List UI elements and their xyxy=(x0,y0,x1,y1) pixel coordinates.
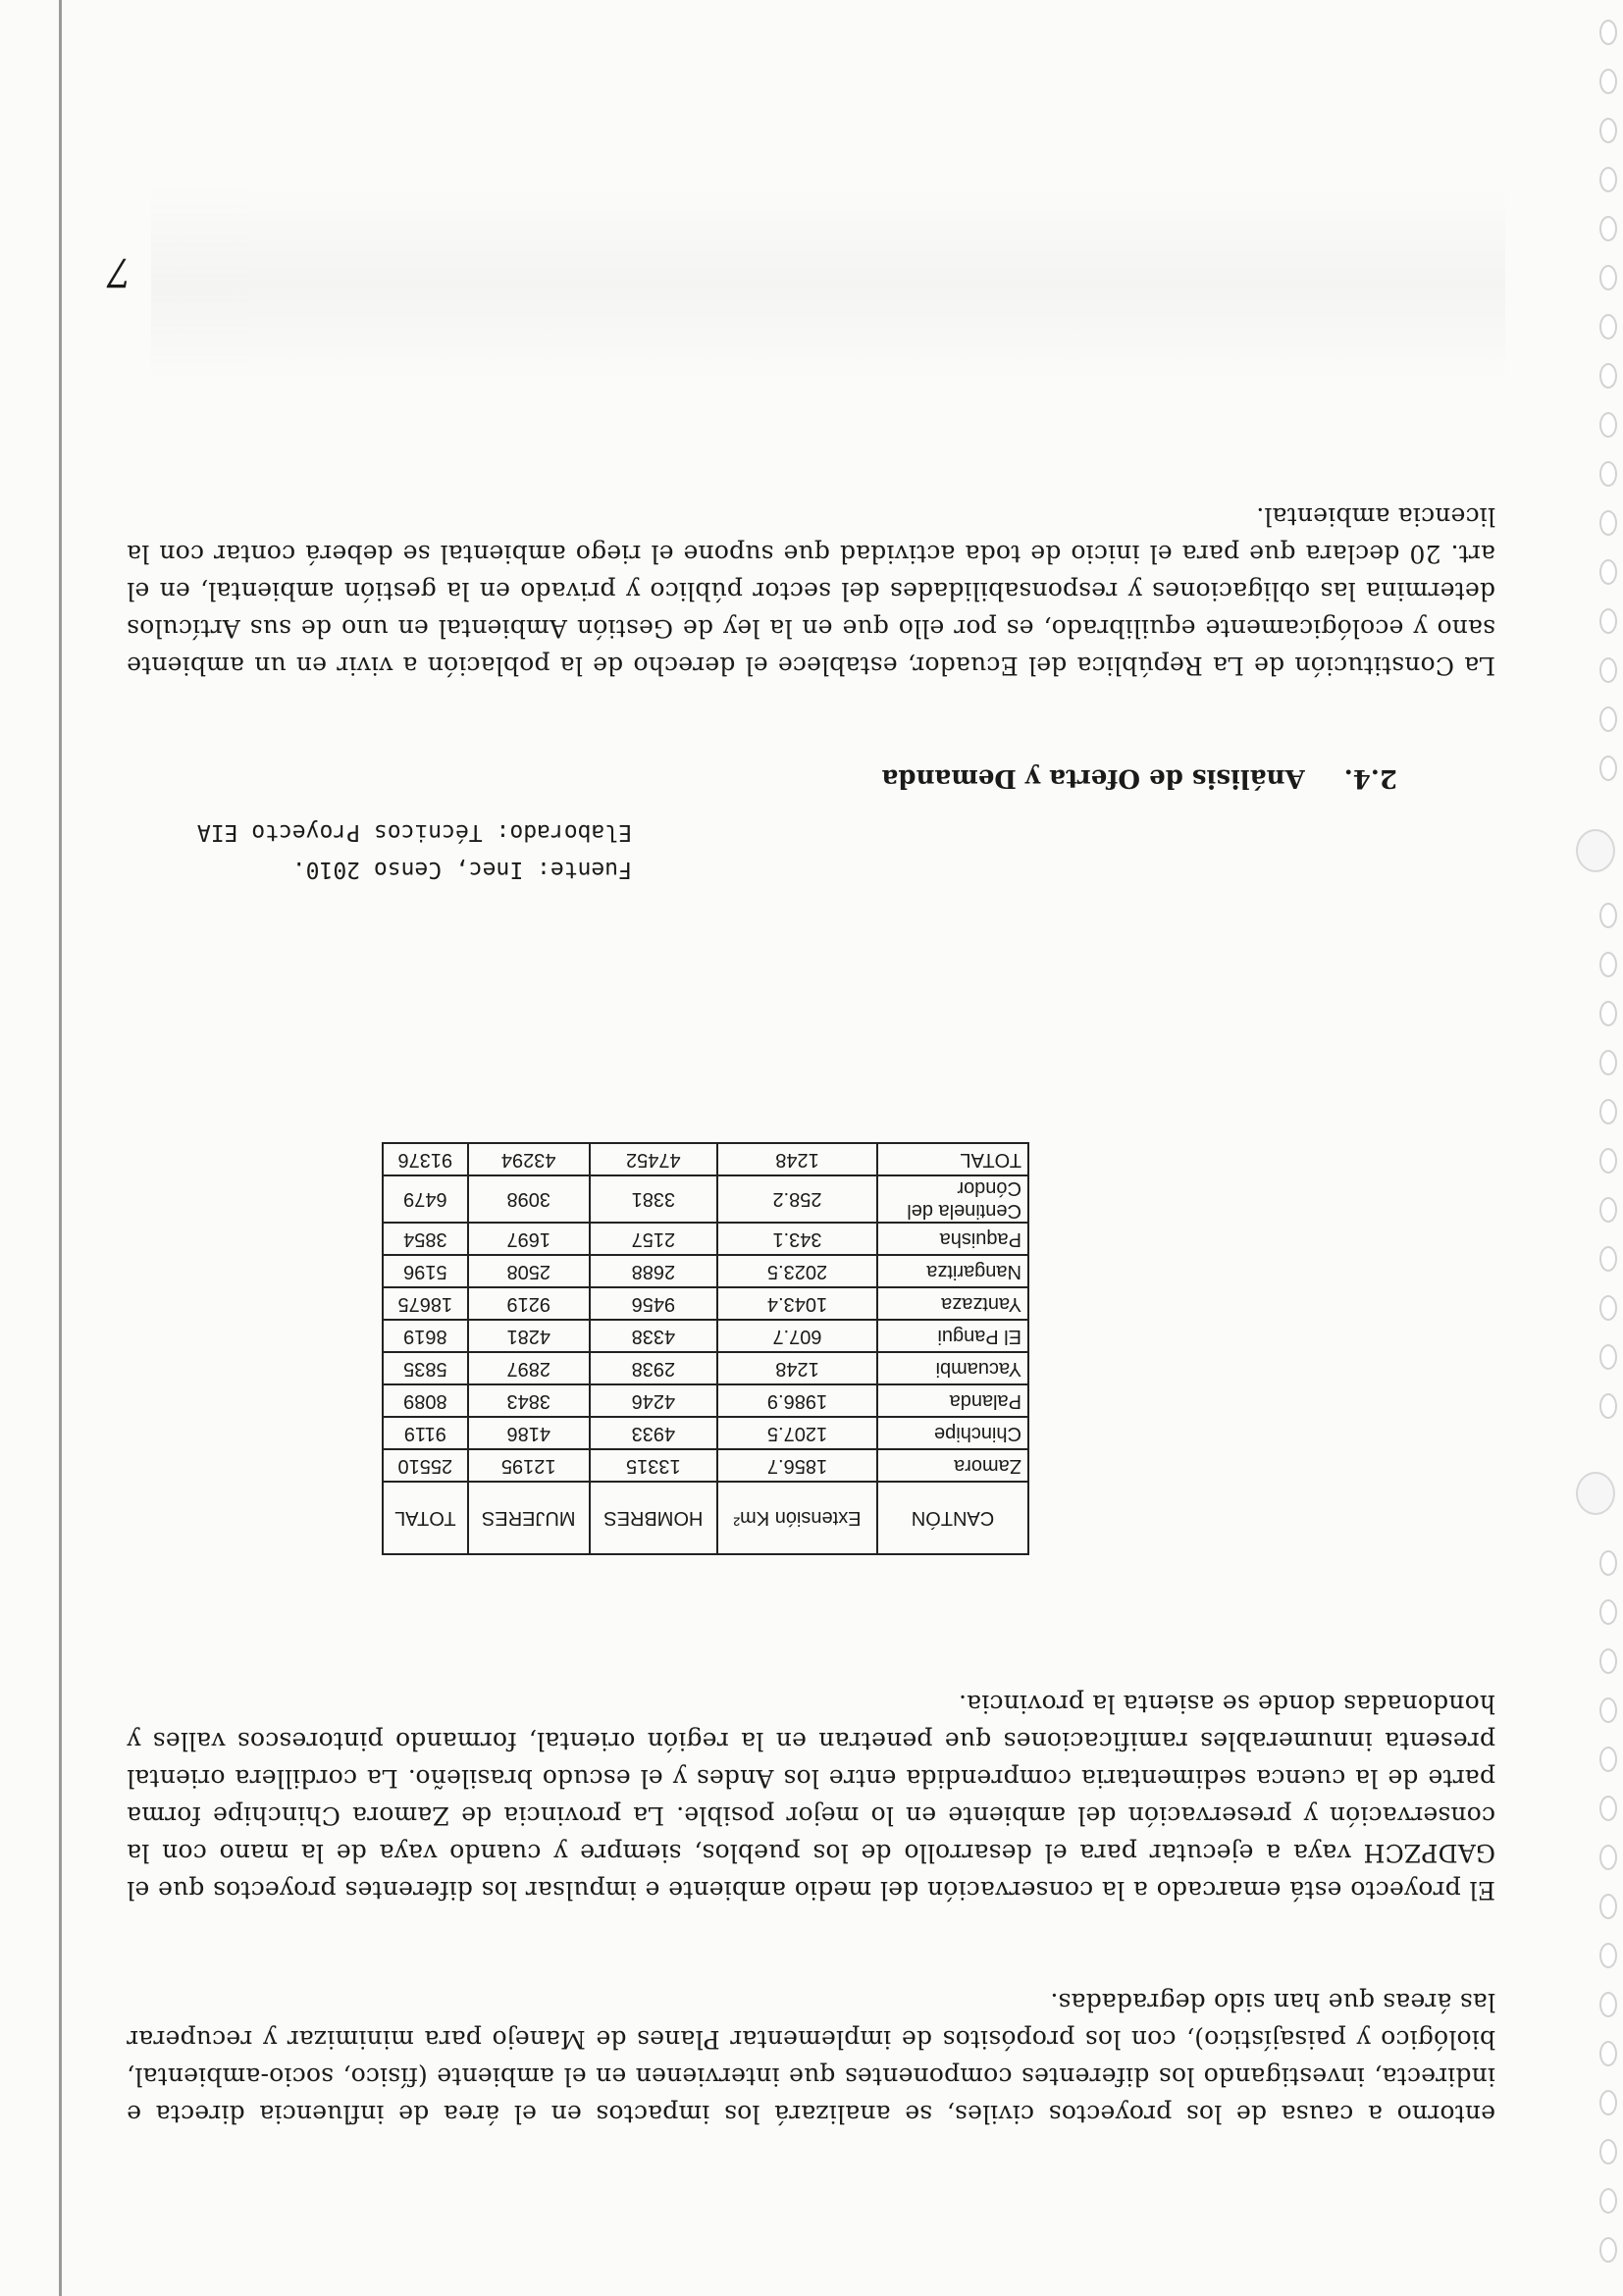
cell-canton: El Pangui xyxy=(877,1320,1028,1352)
cell-canton: Yacuambi xyxy=(877,1352,1028,1384)
cell-women: 1697 xyxy=(468,1223,590,1255)
header-men: HOMBRES xyxy=(590,1482,717,1554)
cell-men: 3381 xyxy=(590,1175,717,1223)
table-row xyxy=(383,1287,1028,1320)
cell-women: 3843 xyxy=(468,1384,590,1417)
section-number: 2.4. xyxy=(1343,763,1397,793)
table-row xyxy=(383,1352,1028,1384)
cell-extension: 1986.9 xyxy=(717,1384,877,1417)
cell-men: 9456 xyxy=(590,1287,717,1320)
page-number: 7 xyxy=(106,249,131,294)
cell-total: 18675 xyxy=(383,1287,468,1320)
cell-women: 9219 xyxy=(468,1287,590,1320)
cell-canton: Palanda xyxy=(877,1384,1028,1417)
cell-men: 2688 xyxy=(590,1255,717,1287)
header-extension: Extensión Km² xyxy=(717,1482,877,1554)
canton-table xyxy=(382,1142,1029,1555)
cell-canton: Paquisha xyxy=(877,1223,1028,1255)
paper-shadow xyxy=(151,186,1505,383)
cell-men: 13315 xyxy=(590,1449,717,1482)
population-table xyxy=(382,1142,1029,1555)
paragraph-intro: entorno a causa de los proyectos civiles, se analizará los impactos en el área de influencia directa e indirecta, investigando los diferentes componentes que intervienen en el ambiente (físico, socio-ambiental, biológico y paisajístico), con los propósitos de implementar Planes de Manejo para minimizar y recuperar las áreas que han sido degradadas. xyxy=(127,1988,1495,2128)
cell-total: 5196 xyxy=(383,1255,468,1287)
section-heading xyxy=(882,763,1397,793)
table-row xyxy=(383,1449,1028,1482)
cell-men: 4246 xyxy=(590,1384,717,1417)
cell-extension: 607.7 xyxy=(717,1320,877,1352)
cell-women: 2897 xyxy=(468,1352,590,1384)
table-source xyxy=(197,813,632,888)
cell-canton: Nangaritza xyxy=(877,1255,1028,1287)
section-title: Análisis de Oferta y Demanda xyxy=(881,763,1305,793)
cell-extension: 258.2 xyxy=(717,1175,877,1223)
cell-extension: 2023.5 xyxy=(717,1255,877,1287)
cell-grand-total: 91376 xyxy=(383,1143,468,1175)
table-row xyxy=(383,1384,1028,1417)
cell-men: 4933 xyxy=(590,1417,717,1449)
cell-total: 5835 xyxy=(383,1352,468,1384)
cell-extension: 1856.7 xyxy=(717,1449,877,1482)
table-row xyxy=(383,1417,1028,1449)
cell-total-men: 47452 xyxy=(590,1143,717,1175)
cell-canton: Centinela del Cóndor xyxy=(877,1175,1028,1223)
cell-total-women: 43294 xyxy=(468,1143,590,1175)
cell-total: 8619 xyxy=(383,1320,468,1352)
cell-men: 2157 xyxy=(590,1223,717,1255)
cell-total: 8089 xyxy=(383,1384,468,1417)
header-total: TOTAL xyxy=(383,1482,468,1554)
source-line: Fuente: Inec, Censo 2010. xyxy=(291,857,632,882)
cell-total: 3854 xyxy=(383,1223,468,1255)
table-row xyxy=(383,1320,1028,1352)
table-row xyxy=(383,1175,1028,1223)
cell-total: 6479 xyxy=(383,1175,468,1223)
table-header-row xyxy=(383,1482,1028,1554)
cell-canton: Yantzaza xyxy=(877,1287,1028,1320)
cell-extension: 1207.5 xyxy=(717,1417,877,1449)
table-total-row xyxy=(383,1143,1028,1175)
paragraph-project: El proyecto está emarcado a la conservación del medio ambiente e impulsar los diferentes proyectos que el GADPZCH vaya a ejecutar para el desarrollo de los pueblos, siempre y cuando vaya de la mano con la conservación y preservación del ambiente en lo mejor posible. La provincia de Zamora Chinchipe forma parte de la cuenca sedimentaria comprendida entre los Andes y el escudo brasileño. La cordillera oriental presenta innumerables ramificaciones que penetran en la región oriental, formando pintorescos valles y hondonadas donde se asienta la provincia. xyxy=(127,1690,1495,1905)
cell-women: 3098 xyxy=(468,1175,590,1223)
cell-total: 25510 xyxy=(383,1449,468,1482)
cell-total-label: TOTAL xyxy=(877,1143,1028,1175)
cell-canton: Zamora xyxy=(877,1449,1028,1482)
table-row xyxy=(383,1255,1028,1287)
cell-extension: 1043.4 xyxy=(717,1287,877,1320)
header-women: MUJERES xyxy=(468,1482,590,1554)
cell-extension: 343.1 xyxy=(717,1223,877,1255)
table-row xyxy=(383,1223,1028,1255)
cell-total-extension: 1248 xyxy=(717,1143,877,1175)
cell-women: 12195 xyxy=(468,1449,590,1482)
header-canton: CANTÓN xyxy=(877,1482,1028,1554)
cell-extension: 1248 xyxy=(717,1352,877,1384)
cell-women: 4281 xyxy=(468,1320,590,1352)
cell-total: 9119 xyxy=(383,1417,468,1449)
paragraph-constitution: La Constitución de La República del Ecuador, establece el derecho de la población a vivir en un ambiente sano y ecológicamente equilibrado, es por ello que en la ley de Gestión Ambiental en uno de sus Artículos determina las obligaciones y responsabilidades del sector público y privado en la gestión ambiental, en el art. 20 declara que para el inicio de toda actividad que supone el riego ambiental se deberá contar con la licencia ambiental. xyxy=(127,502,1495,680)
cell-women: 2508 xyxy=(468,1255,590,1287)
elaborated-line: Elaborado: Técnicos Proyecto EIA xyxy=(196,819,632,845)
cell-men: 4338 xyxy=(590,1320,717,1352)
cell-canton: Chinchipe xyxy=(877,1417,1028,1449)
cell-women: 4186 xyxy=(468,1417,590,1449)
cell-men: 2938 xyxy=(590,1352,717,1384)
